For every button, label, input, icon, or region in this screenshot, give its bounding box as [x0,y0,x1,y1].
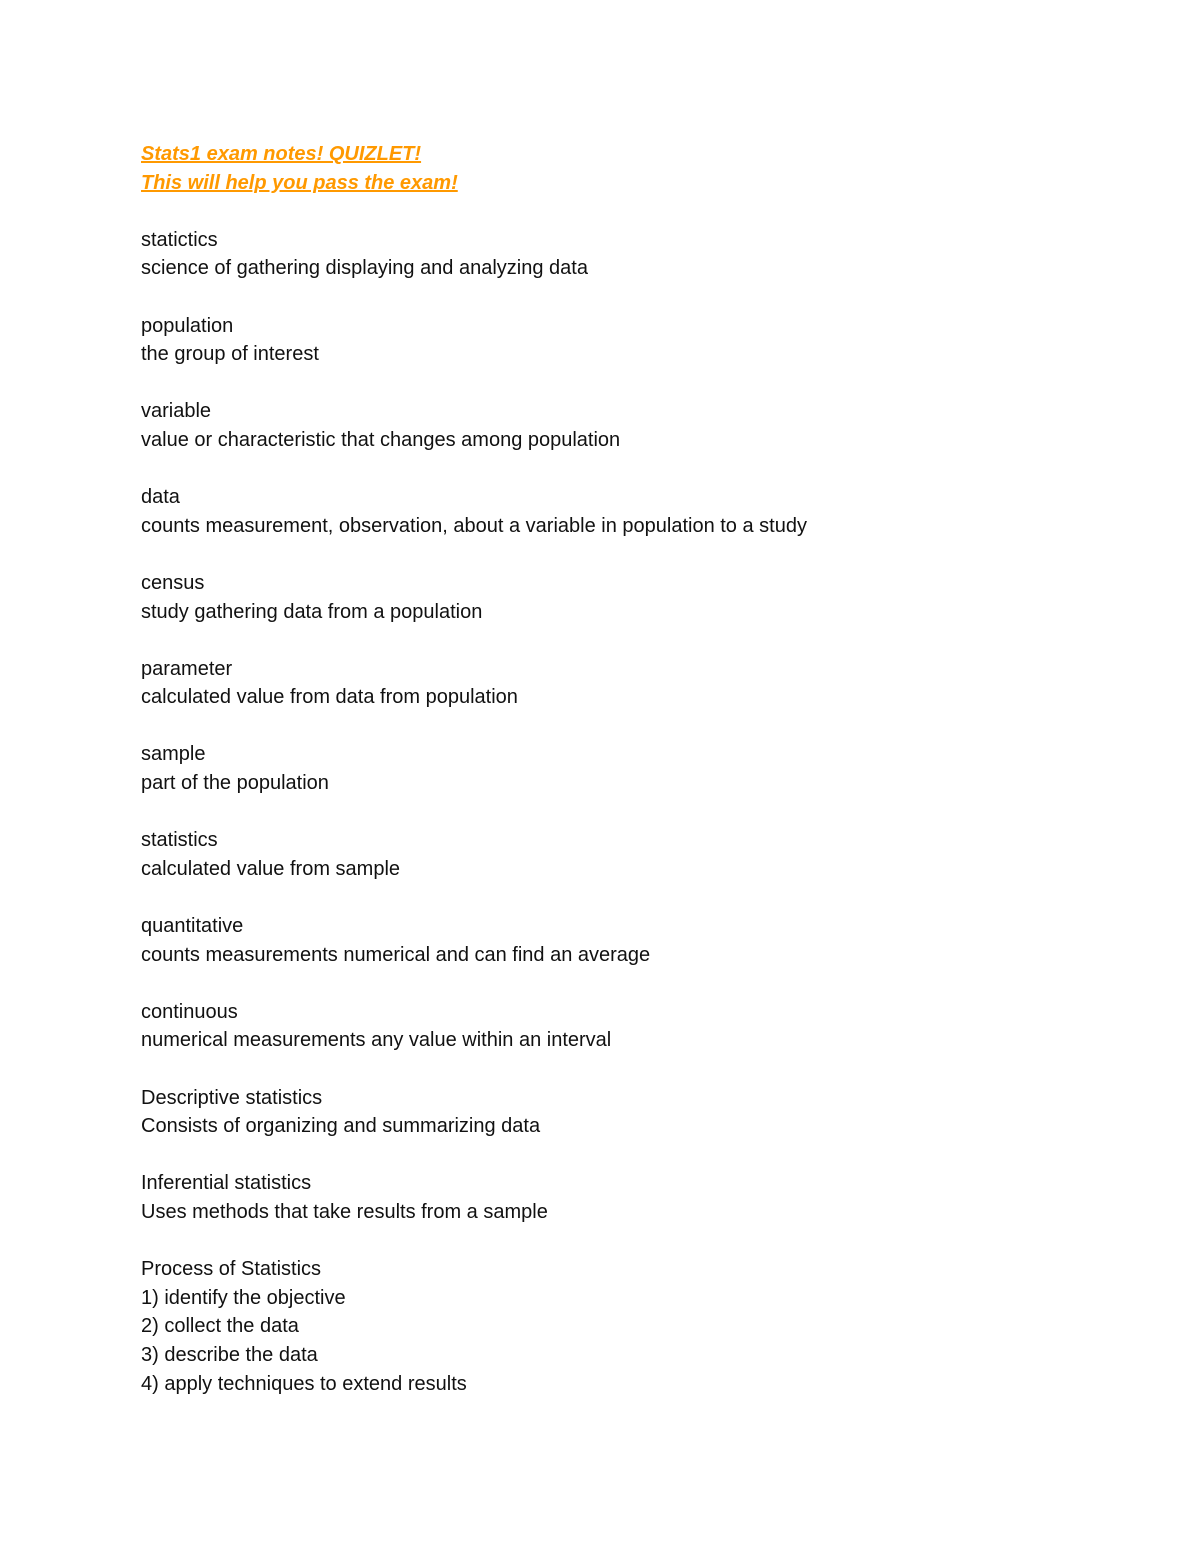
process-step: 4) apply techniques to extend results [141,1372,467,1395]
entry-definition: study gathering data from a population [141,600,483,623]
title-line-1: Stats1 exam notes! QUIZLET! [141,143,422,165]
process-step: 2) collect the data [141,1315,299,1338]
entry-variable [141,397,1101,454]
entry-statictics [141,226,1101,283]
entry-parameter [141,655,1101,712]
entry-term: data [141,486,180,509]
title-line-2: This will help you pass the exam! [141,171,458,194]
entry-term: Descriptive statistics [141,1086,323,1109]
entry-census [141,569,1101,626]
entry-definition: the group of interest [141,343,319,366]
document-title [141,140,1101,197]
entry-definition: Uses methods that take results from a sample [141,1200,548,1223]
process-step: 3) describe the data [141,1343,318,1366]
entry-term: continuous [141,1000,238,1023]
entry-definition: calculated value from sample [141,857,401,880]
process-of-statistics [141,1255,1101,1398]
entry-term: census [141,571,205,594]
entry-term: parameter [141,657,233,680]
entry-definition: part of the population [141,772,329,795]
entry-term: sample [141,743,206,766]
entry-definition: science of gathering displaying and analyzing data [141,257,588,280]
entry-term: variable [141,400,212,423]
entry-population [141,312,1101,369]
document-content [141,140,1101,1398]
entry-term: Inferential statistics [141,1172,312,1195]
entry-definition: calculated value from data from population [141,686,518,709]
entry-inferential-statistics [141,1169,1101,1226]
entry-data [141,483,1101,540]
entry-term: statistics [141,829,218,852]
entry-term: population [141,314,234,337]
entry-definition: counts measurement, observation, about a variable in population to a study [141,514,807,537]
entry-quantitative [141,912,1101,969]
process-step: 1) identify the objective [141,1286,346,1309]
entry-definition: counts measurements numerical and can find an average [141,943,651,966]
entry-descriptive-statistics [141,1084,1101,1141]
entry-sample [141,740,1101,797]
entry-definition: numerical measurements any value within an interval [141,1029,612,1052]
entry-continuous [141,998,1101,1055]
entry-term: quantitative [141,915,244,938]
entry-definition: value or characteristic that changes among population [141,428,621,451]
process-heading: Process of Statistics [141,1258,322,1281]
entry-term: statictics [141,228,218,251]
entry-definition: Consists of organizing and summarizing data [141,1115,541,1138]
entry-statistics [141,826,1101,883]
